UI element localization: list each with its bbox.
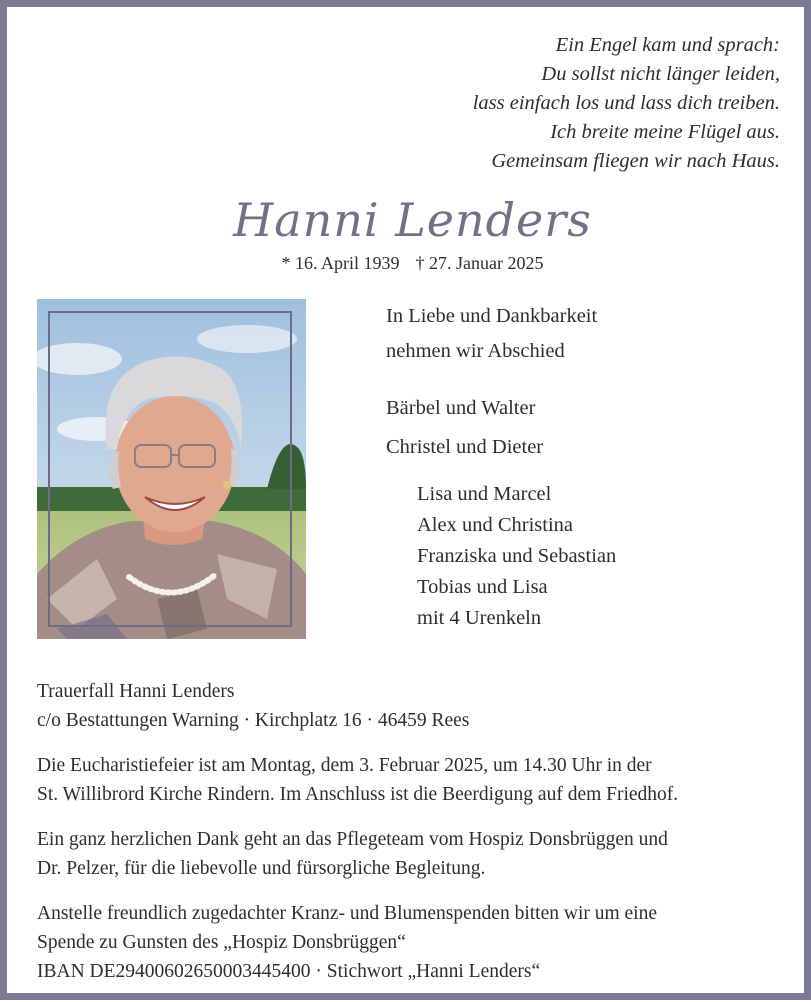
service-line: St. Willibrord Kirche Rindern. Im Anschluss ist die Beerdigung auf dem Friedhof.	[37, 784, 679, 805]
grandchild-couple: Alex und Christina	[417, 514, 574, 536]
poem-line: Du sollst nicht länger leiden,	[541, 63, 780, 85]
service-info	[37, 751, 797, 809]
great-grandchildren: mit 4 Urenkeln	[417, 607, 542, 629]
poem-line: Ich breite meine Flügel aus.	[550, 121, 780, 143]
grandchild-couple: Lisa und Marcel	[417, 483, 552, 505]
photo-frame	[48, 311, 292, 627]
poem-line: Ein Engel kam und sprach:	[555, 34, 780, 56]
address-line: Trauerfall Hanni Lenders	[37, 681, 235, 702]
farewell-line: In Liebe und Dankbarkeit	[386, 305, 598, 327]
birth-date: * 16. April 1939	[281, 253, 400, 273]
life-dates	[7, 253, 811, 274]
child-couple: Christel und Dieter	[386, 436, 544, 458]
service-line: Die Eucharistiefeier ist am Montag, dem 3. Februar 2025, um 14.30 Uhr in der	[37, 755, 652, 776]
info-block	[37, 677, 797, 1002]
address	[37, 677, 797, 735]
poem-line: Gemeinsam fliegen wir nach Haus.	[491, 150, 780, 172]
thanks	[37, 825, 797, 883]
address-line: c/o Bestattungen Warning · Kirchplatz 16 · 46459 Rees	[37, 710, 470, 731]
death-date: † 27. Januar 2025	[415, 253, 544, 273]
poem	[473, 31, 780, 176]
donation-line: Spende zu Gunsten des „Hospiz Donsbrüggen“	[37, 932, 406, 953]
thanks-line: Ein ganz herzlichen Dank geht an das Pflegeteam vom Hospiz Donsbrüggen und	[37, 829, 668, 850]
donation-line: Anstelle freundlich zugedachter Kranz- und Blumenspenden bitten wir um eine	[37, 903, 658, 924]
grandchild-couple: Tobias und Lisa	[417, 576, 548, 598]
child-couple: Bärbel und Walter	[386, 397, 536, 419]
poem-line: lass einfach los und lass dich treiben.	[472, 92, 780, 114]
farewell-line: nehmen wir Abschied	[386, 340, 565, 362]
donation-iban: IBAN DE29400602650003445400 · Stichwort „Hanni Lenders“	[37, 961, 541, 982]
deceased-name: Hanni Lenders	[233, 193, 592, 247]
grandchild-couple: Franziska und Sebastian	[417, 545, 617, 567]
donation	[37, 899, 797, 986]
thanks-line: Dr. Pelzer, für die liebevolle und fürsorgliche Begleitung.	[37, 858, 486, 879]
